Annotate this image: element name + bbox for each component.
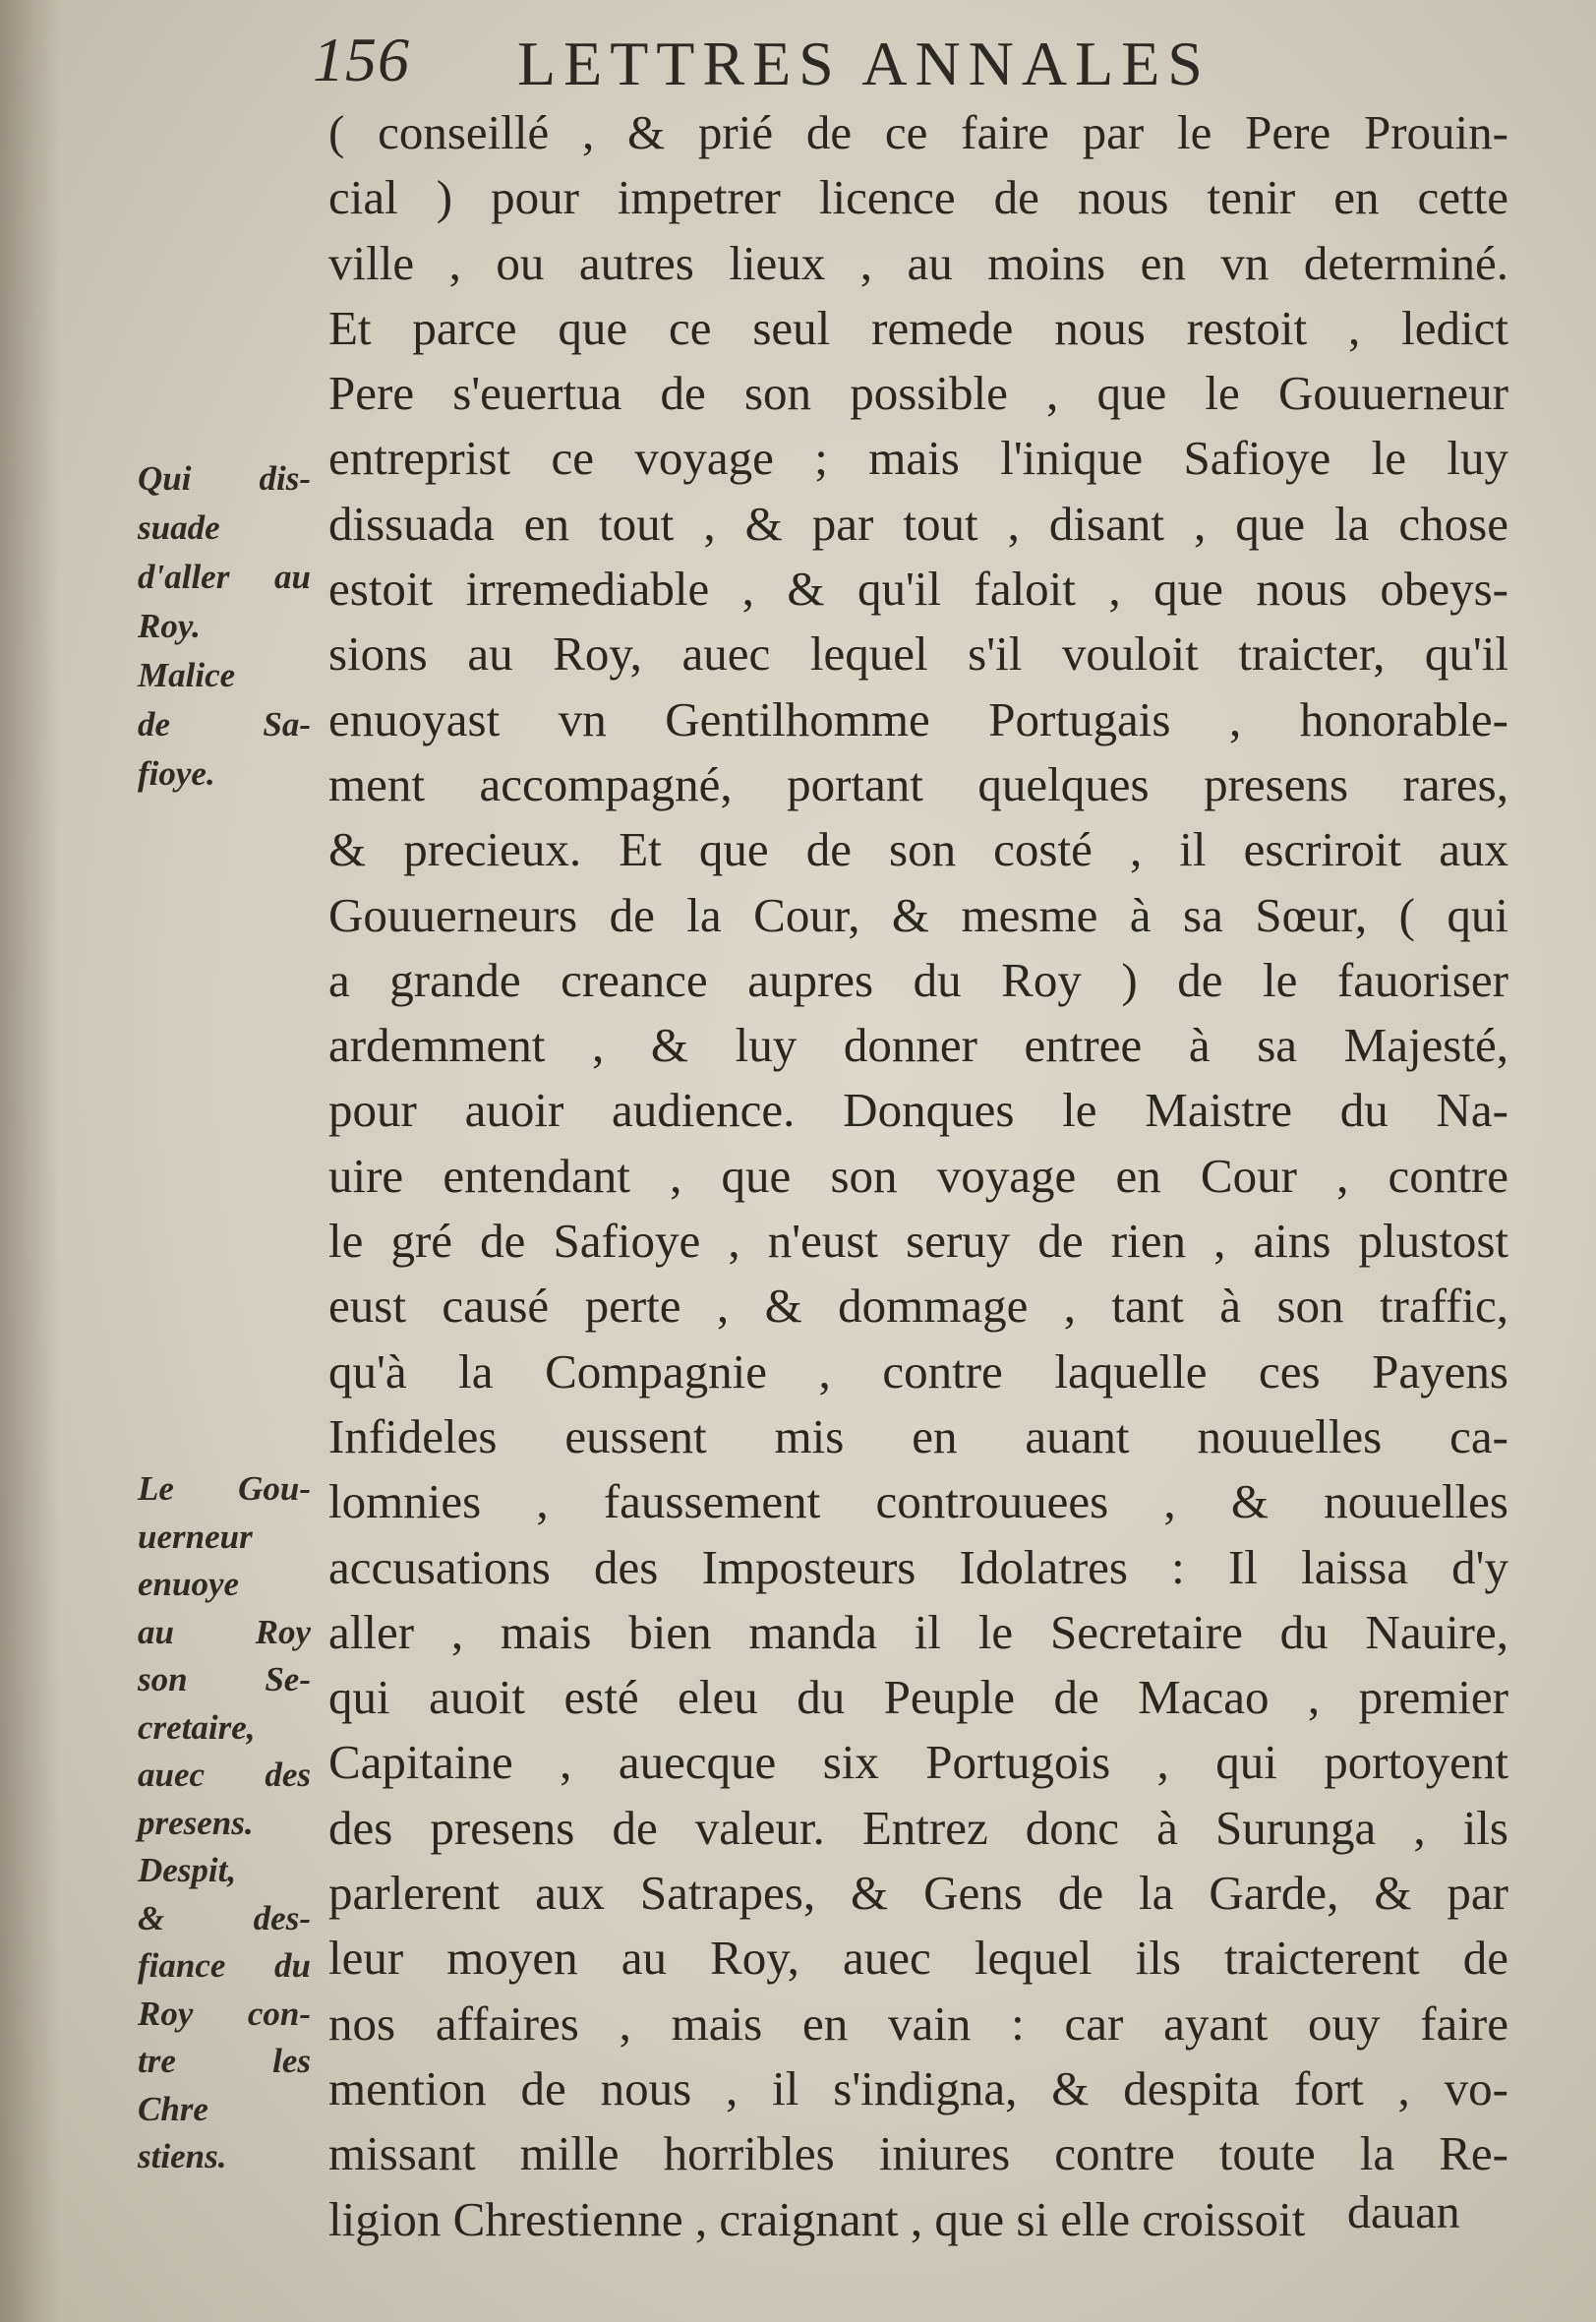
margin-note-line: Chre xyxy=(138,2089,208,2128)
margin-note xyxy=(138,1465,311,2181)
text-line: accusations des Imposteurs Idolatres : Il laissa d'y xyxy=(328,1539,1508,1594)
text-line: cial ) pour impetrer licence de nous tenir en cette xyxy=(328,170,1508,225)
text-line: Infideles eussent mis en auant nouuelles ca- xyxy=(328,1408,1508,1463)
margin-note-line: cretaire, xyxy=(138,1707,256,1747)
margin-note-line: de Sa- xyxy=(138,705,311,744)
body-text xyxy=(328,100,1508,2252)
text-line: ligion Chrestienne , craignant , que si elle croissoit xyxy=(328,2191,1306,2246)
margin-note-line: presens. xyxy=(138,1803,254,1842)
text-line: leur moyen au Roy, auec lequel ils traicterent de xyxy=(328,1931,1508,1986)
running-title: LETTRES ANNALES xyxy=(517,29,1211,98)
text-line: enuoyast vn Gentilhomme Portugais , honorable- xyxy=(328,691,1508,746)
page-number: 156 xyxy=(313,25,410,94)
margin-note-line: tre les xyxy=(138,2042,311,2080)
margin-note xyxy=(138,454,311,799)
text-line: des presens de valeur. Entrez donc à Surunga , ils xyxy=(328,1800,1508,1855)
margin-note-line: d'aller au xyxy=(138,558,311,596)
text-line: le gré de Safioye , n'eust seruy de rien , ains plustost xyxy=(328,1214,1508,1269)
text-line: ment accompagné, portant quelques presens rares, xyxy=(328,756,1508,811)
text-line: & precieux. Et que de son costé , il escriroit aux xyxy=(328,822,1508,877)
text-line: ardemment , & luy donner entree à sa Majesté, xyxy=(328,1018,1508,1073)
text-line: sions au Roy, auec lequel s'il vouloit traicter, qu'il xyxy=(328,626,1508,682)
text-line: estoit irremediable , & qu'il faloit , que nous obeys- xyxy=(328,562,1508,617)
text-line: Pere s'euertua de son possible , que le Gouuerneur xyxy=(328,366,1508,421)
text-line: lomnies , faussement controuuees , & nouuelles xyxy=(328,1474,1508,1529)
margin-note-line: & des- xyxy=(138,1898,311,1937)
text-line: qu'à la Compagnie , contre laquelle ces Payens xyxy=(328,1343,1508,1399)
text-line: uire entendant , que son voyage en Cour , contre xyxy=(328,1148,1508,1203)
margin-note-line: fiance du xyxy=(138,1946,311,1985)
spine-shadow xyxy=(0,0,59,2322)
margin-note-line: Roy con- xyxy=(138,1994,311,2033)
text-line: mention de nous , il s'indigna, & despita fort , vo- xyxy=(328,2060,1508,2115)
margin-note-line: uerneur xyxy=(138,1517,253,1556)
margin-note-line: Despit, xyxy=(138,1851,237,1889)
text-line: ( conseillé , & prié de ce faire par le Pere Prouin- xyxy=(328,105,1508,159)
margin-note-line: Qui dis- xyxy=(138,459,311,498)
margin-note-line: fioye. xyxy=(138,754,215,793)
margin-note-line: Roy. xyxy=(138,607,201,645)
margin-note-line: Malice xyxy=(138,656,236,694)
margin-note-line: auec des xyxy=(138,1756,311,1794)
margin-note-line: au Roy xyxy=(138,1612,311,1651)
text-line: pour auoir audience. Donques le Maistre du Na- xyxy=(328,1083,1508,1138)
text-line: qui auoit esté eleu du Peuple de Macao , premier xyxy=(328,1670,1508,1725)
margin-note-line: Le Gou- xyxy=(138,1469,311,1508)
text-line: nos affaires , mais en vain : car ayant ouy faire xyxy=(328,1995,1508,2051)
page-header xyxy=(313,20,1316,108)
margin-note-line: stiens. xyxy=(138,2137,227,2175)
margin-note-line: son Se- xyxy=(138,1660,311,1698)
text-line: a grande creance aupres du Roy ) de le fauoriser xyxy=(328,952,1508,1007)
catchword: dauan xyxy=(1347,2186,1460,2238)
text-line: Gouuerneurs de la Cour, & mesme à sa Sœur, ( qui xyxy=(328,887,1508,942)
text-line: Capitaine , auecque six Portugois , qui portoyent xyxy=(328,1735,1508,1790)
margin-note-line: suade xyxy=(138,508,220,547)
text-line: dissuada en tout , & par tout , disant , que la chose xyxy=(328,496,1508,551)
text-line: ville , ou autres lieux , au moins en vn determiné. xyxy=(328,235,1508,290)
margin-note-line: enuoye xyxy=(138,1565,240,1603)
text-line: entreprist ce voyage ; mais l'inique Safioye le luy xyxy=(328,431,1508,486)
text-line: missant mille horribles iniures contre toute la Re- xyxy=(328,2126,1508,2181)
text-line: aller , mais bien manda il le Secretaire du Nauire, xyxy=(328,1604,1508,1659)
text-line: eust causé perte , & dommage , tant à son traffic, xyxy=(328,1279,1508,1334)
text-line: Et parce que ce seul remede nous restoit , ledict xyxy=(328,300,1508,355)
text-line: parlerent aux Satrapes, & Gens de la Garde, & par xyxy=(328,1866,1508,1921)
